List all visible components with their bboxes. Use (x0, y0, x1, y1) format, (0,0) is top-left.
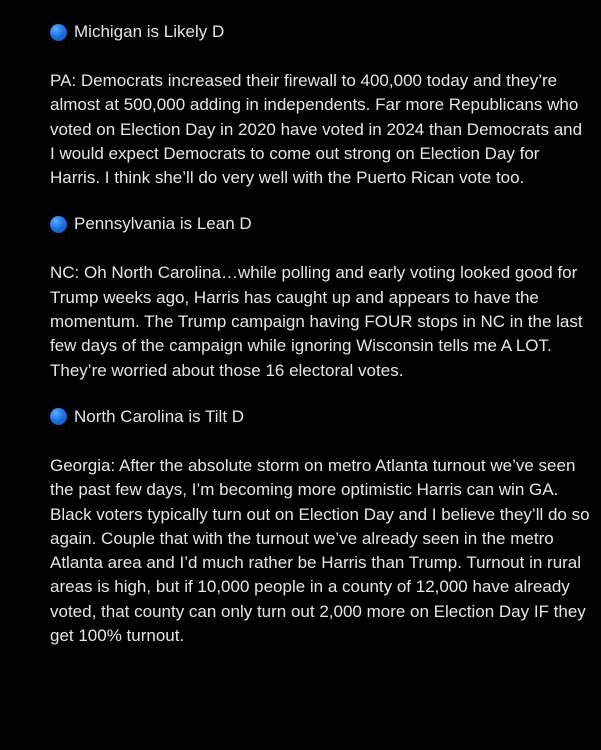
rating-michigan (50, 20, 591, 44)
rating-north-carolina (50, 405, 591, 429)
paragraph-georgia: Georgia: After the absolute storm on metro Atlanta turnout we’ve seen the past few days, I’m becoming more optimistic Harris can win GA. Black voters typically turn out on Election Day and I believe they’ll do so again. Couple that with the turnout we’ve already seen in the metro Atlanta area and I’d much rather be Harris than Trump. Turnout in rural areas is high, but if 10,000 people in a county of 12,000 have already voted, that county can only turn out 2,000 more on Election Day IF they get 100% turnout. (50, 455, 590, 646)
rating-label: North Carolina is Tilt D (74, 406, 245, 426)
rating-pennsylvania (50, 212, 591, 236)
blue-circle-icon (50, 24, 67, 41)
blue-circle-icon (50, 408, 67, 425)
blue-circle-icon (50, 216, 67, 233)
rating-label: Michigan is Likely D (74, 22, 225, 41)
rating-label: Pennsylvania is Lean D (74, 214, 252, 234)
paragraph-pennsylvania: PA: Democrats increased their firewall to 400,000 today and they’re almost at 500,000 adding in independents. Far more Republicans who voted on Election Day in 2020 have voted in 2024 than Democrats and I would expect Democrats to come out strong on Election Day for Harris. I think she’ll do very well with the Puerto Rican vote too. (50, 71, 583, 188)
paragraph-north-carolina: NC: Oh North Carolina…while polling and early voting looked good for Trump weeks ago, Harris has caught up and appears to have the momentum. The Trump campaign having FOUR stops in NC in the last few days of the campaign while ignoring Wisconsin tells me A LOT. They’re worried about those 16 electoral votes. (50, 263, 583, 380)
